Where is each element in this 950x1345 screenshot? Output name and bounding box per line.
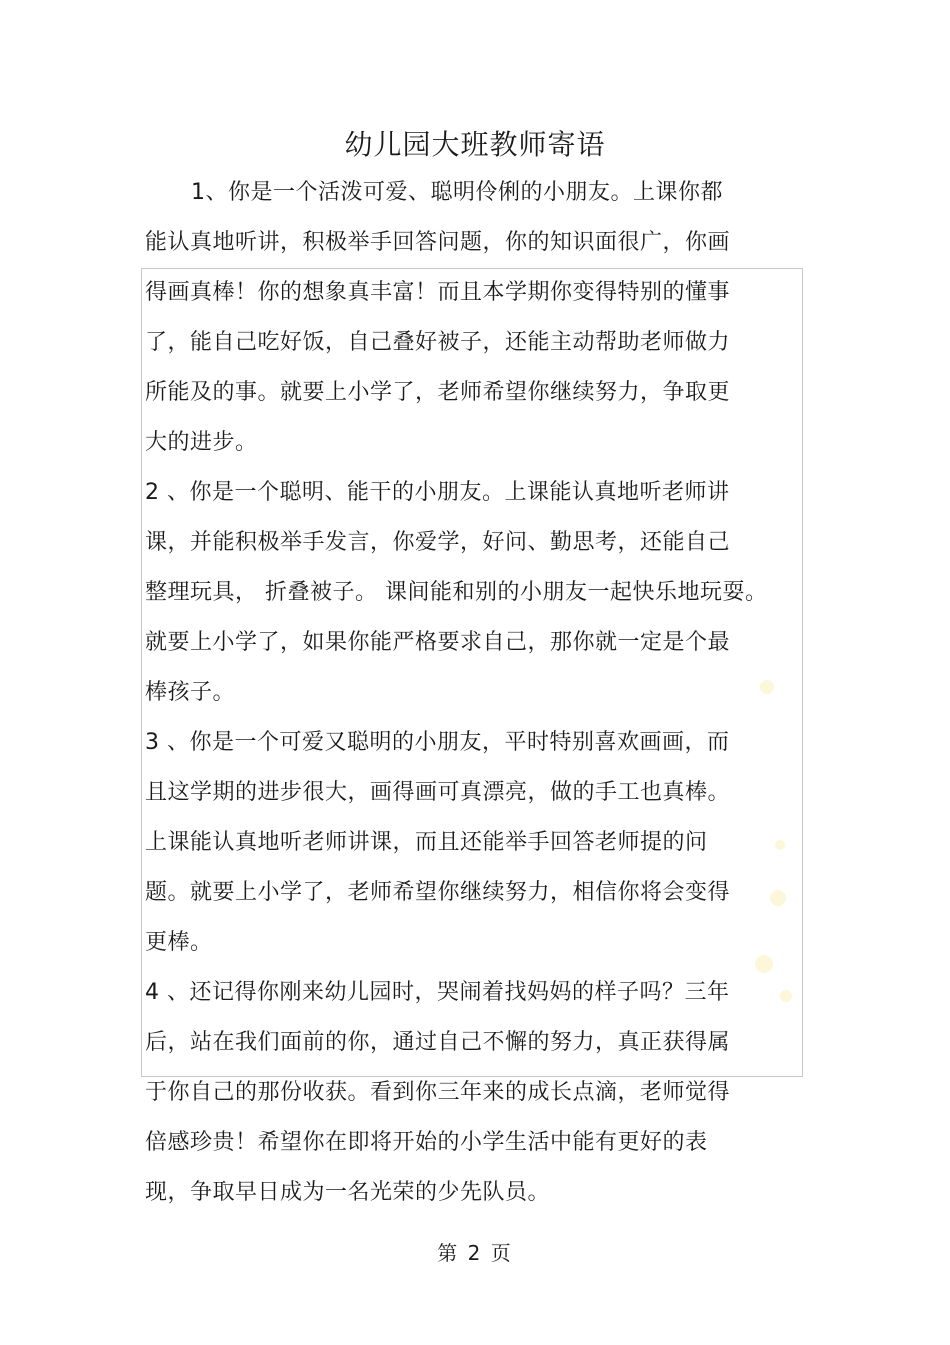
paragraph-line: 2 、你是一个聪明、能干的小朋友。上课能认真地听老师讲 bbox=[145, 480, 730, 505]
background-speck bbox=[770, 890, 786, 906]
paragraph-line: 于你自己的那份收获。看到你三年来的成长点滴，老师觉得 bbox=[145, 1080, 731, 1105]
page-number: 第 2 页 bbox=[437, 1241, 513, 1265]
paragraph-line: 后，站在我们面前的你，通过自己不懈的努力，真正获得属 bbox=[145, 1030, 731, 1055]
paragraph-line: 题。就要上小学了，老师希望你继续努力，相信你将会变得 bbox=[145, 880, 731, 905]
paragraph-line: 3 、你是一个可爱又聪明的小朋友，平时特别喜欢画画，而 bbox=[145, 730, 730, 755]
document-title: 幼儿园大班教师寄语 bbox=[344, 128, 606, 161]
paragraph-line: 更棒。 bbox=[145, 930, 213, 955]
paragraph-line: 了，能自己吃好饭，自己叠好被子，还能主动帮助老师做力 bbox=[145, 330, 731, 355]
paragraph-line: 得画真棒！你的想象真丰富！而且本学期你变得特别的懂事 bbox=[145, 280, 731, 305]
paragraph-line: 大的进步。 bbox=[145, 430, 258, 455]
background-speck bbox=[775, 840, 785, 850]
paragraph-line: 现，争取早日成为一名光荣的少先队员。 bbox=[145, 1180, 551, 1205]
paragraph-line: 棒孩子。 bbox=[145, 680, 236, 705]
paragraph-line: 4 、还记得你刚来幼儿园时，哭闹着找妈妈的样子吗？三年 bbox=[145, 980, 730, 1005]
paragraph-line: 上课能认真地听老师讲课，而且还能举手回答老师提的问 bbox=[145, 830, 708, 855]
paragraph-line: 就要上小学了，如果你能严格要求自己，那你就一定是个最 bbox=[145, 630, 731, 655]
paragraph-line: 整理玩具， 折叠被子。 课间能和别的小朋友一起快乐地玩耍。 bbox=[145, 580, 768, 605]
paragraph-line: 倍感珍贵！希望你在即将开始的小学生活中能有更好的表 bbox=[145, 1130, 708, 1155]
background-speck bbox=[780, 990, 792, 1002]
paragraph-line: 能认真地听讲，积极举手回答问题，你的知识面很广，你画 bbox=[145, 230, 731, 255]
paragraph-line: 1、你是一个活泼可爱、聪明伶俐的小朋友。上课你都 bbox=[191, 180, 723, 205]
paragraph-line: 课，并能积极举手发言，你爱学，好问、勤思考，还能自己 bbox=[145, 530, 731, 555]
paragraph-line: 所能及的事。就要上小学了，老师希望你继续努力，争取更 bbox=[145, 380, 731, 405]
background-speck bbox=[760, 680, 774, 694]
paragraph-line: 且这学期的进步很大，画得画可真漂亮，做的手工也真棒。 bbox=[145, 780, 731, 805]
background-speck bbox=[755, 955, 773, 973]
